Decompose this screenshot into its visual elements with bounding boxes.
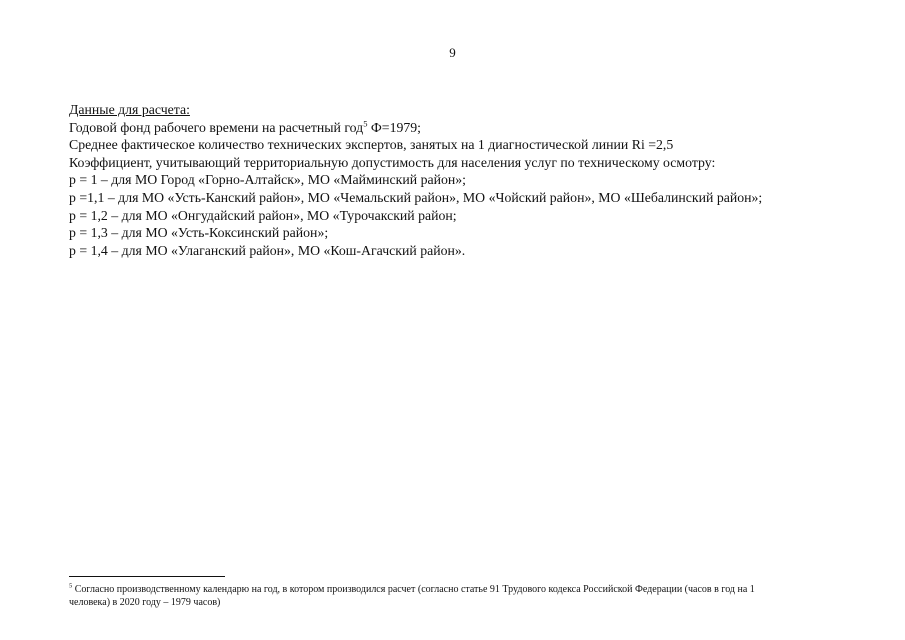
coefficient-item-1-1: р =1,1 – для МО «Усть-Канский район», МО «Чемальский район», МО «Чойский район», МО «Шебалинский район»; xyxy=(69,189,763,205)
footnote xyxy=(69,584,819,610)
footnote-text-1: Согласно производственному календарю на год, в котором производился расчет (согласно статье 91 Трудового кодекса Российской Федерации (часов в год на 1 xyxy=(72,584,755,595)
footnote-line-1 xyxy=(69,584,819,597)
annual-work-fund-value: Ф=1979; xyxy=(367,119,421,135)
footnote-reference: 5 xyxy=(363,118,368,128)
annual-work-fund-text: Годовой фонд рабочего времени на расчетный год xyxy=(69,119,364,135)
coefficient-item-1-2: р = 1,2 – для МО «Онгудайский район», МО «Турочакский район; xyxy=(69,207,457,223)
footnote-line-2: человека) в 2020 году – 1979 часов) xyxy=(69,596,221,608)
calculation-data-block xyxy=(69,101,889,259)
section-heading: Данные для расчета: xyxy=(69,102,190,117)
coefficient-item-1: р = 1 – для МО Город «Горно-Алтайск», МО «Майминский район»; xyxy=(69,172,467,188)
experts-count-line: Среднее фактическое количество технических экспертов, занятых на 1 диагностической линии Ri =2,5 xyxy=(69,137,674,153)
coefficient-item-1-3: р = 1,3 – для МО «Усть-Коксинский район»; xyxy=(69,225,329,241)
coefficient-line: Коэффициент, учитывающий территориальную допустимость для населения услуг по техническому осмотру: xyxy=(69,154,716,170)
footnote-marker: 5 xyxy=(69,582,73,590)
annual-work-fund-line xyxy=(69,119,889,137)
footnote-divider xyxy=(69,576,225,577)
coefficient-item-1-4: р = 1,4 – для МО «Улаганский район», МО «Кош-Агачский район». xyxy=(69,242,466,258)
page-number: 9 xyxy=(449,45,456,60)
